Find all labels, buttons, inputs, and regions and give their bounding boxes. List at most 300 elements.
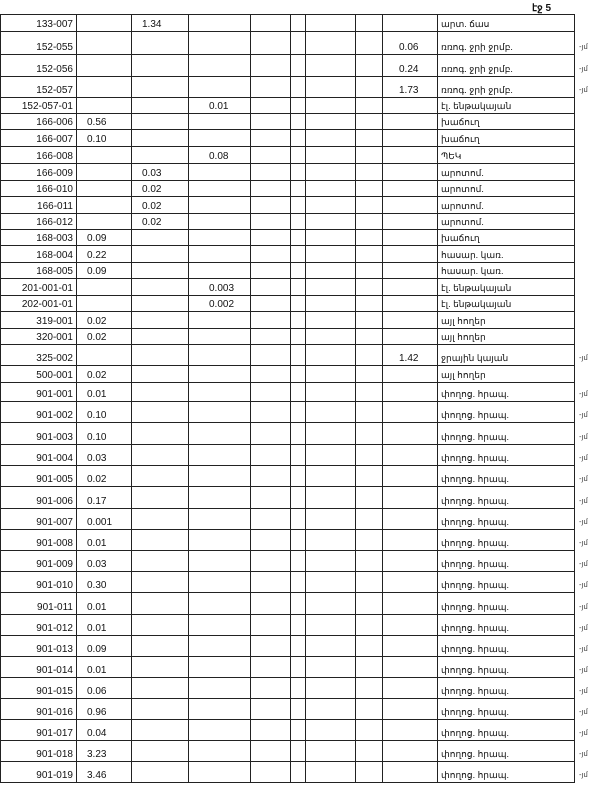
empty-cell	[291, 32, 306, 55]
empty-cell	[251, 530, 291, 551]
parcel-code: 901-006	[1, 487, 77, 509]
table-row	[1, 345, 575, 366]
area-value-col4	[189, 466, 251, 487]
area-value-col2: 0.03	[77, 445, 132, 466]
area-value-col2: 0.22	[77, 246, 132, 263]
parcel-code: 901-011	[1, 593, 77, 615]
area-value-col4	[189, 423, 251, 445]
area-value-col6: 0.06	[383, 32, 438, 55]
table-row	[1, 445, 575, 466]
empty-cell	[356, 366, 383, 383]
parcel-code: 152-055	[1, 32, 77, 55]
parcel-code: 166-006	[1, 114, 77, 130]
parcel-code: 166-012	[1, 214, 77, 230]
area-value-col3	[132, 98, 189, 114]
empty-cell	[306, 423, 356, 445]
area-value-col3	[132, 329, 189, 345]
land-use-description: փողոց. հրապ.	[438, 720, 575, 741]
empty-cell	[306, 487, 356, 509]
area-value-col3	[132, 55, 189, 77]
area-value-col6	[383, 15, 438, 32]
table-row	[1, 296, 575, 312]
empty-cell	[251, 509, 291, 530]
empty-cell	[356, 678, 383, 699]
empty-cell	[356, 98, 383, 114]
empty-cell	[356, 77, 383, 98]
area-value-col4	[189, 15, 251, 32]
parcel-code: 166-011	[1, 197, 77, 214]
empty-cell	[356, 636, 383, 657]
area-value-col4	[189, 636, 251, 657]
area-value-col3	[132, 509, 189, 530]
area-value-col4: 0.002	[189, 296, 251, 312]
area-value-col4	[189, 130, 251, 147]
empty-cell	[306, 15, 356, 32]
empty-cell	[291, 230, 306, 246]
land-use-description: ՊԵԿ	[438, 147, 575, 164]
area-value-col2: 0.04	[77, 720, 132, 741]
margin-mark: -յմ	[579, 708, 588, 716]
table-row	[1, 164, 575, 181]
empty-cell	[306, 636, 356, 657]
empty-cell	[306, 197, 356, 214]
area-value-col3: 0.03	[132, 164, 189, 181]
empty-cell	[251, 147, 291, 164]
table-row	[1, 279, 575, 296]
table-row	[1, 530, 575, 551]
parcel-code: 500-001	[1, 366, 77, 383]
empty-cell	[356, 762, 383, 783]
empty-cell	[306, 572, 356, 593]
table-row	[1, 402, 575, 423]
area-value-col4	[189, 263, 251, 279]
empty-cell	[251, 329, 291, 345]
table-row	[1, 678, 575, 699]
empty-cell	[306, 114, 356, 130]
empty-cell	[306, 181, 356, 197]
empty-cell	[251, 77, 291, 98]
empty-cell	[251, 551, 291, 572]
area-value-col2: 0.09	[77, 636, 132, 657]
margin-mark: -յմ	[579, 581, 588, 589]
area-value-col3	[132, 263, 189, 279]
land-use-description: փողոց. հրապ.	[438, 699, 575, 720]
area-value-col6	[383, 130, 438, 147]
empty-cell	[356, 296, 383, 312]
parcel-code: 901-019	[1, 762, 77, 783]
empty-cell	[291, 98, 306, 114]
land-use-description: խաճուղ	[438, 130, 575, 147]
area-value-col4	[189, 246, 251, 263]
empty-cell	[291, 214, 306, 230]
parcel-code: 152-057-01	[1, 98, 77, 114]
parcel-code: 901-005	[1, 466, 77, 487]
area-value-col3: 0.02	[132, 214, 189, 230]
area-value-col6	[383, 147, 438, 164]
area-value-col2	[77, 32, 132, 55]
area-value-col4	[189, 615, 251, 636]
area-value-col2: 0.01	[77, 383, 132, 402]
area-value-col6	[383, 263, 438, 279]
margin-mark: -յմ	[579, 518, 588, 526]
area-value-col4	[189, 445, 251, 466]
area-value-col2: 0.001	[77, 509, 132, 530]
parcel-code: 152-056	[1, 55, 77, 77]
parcel-code: 901-013	[1, 636, 77, 657]
empty-cell	[356, 55, 383, 77]
table-row	[1, 77, 575, 98]
table-row	[1, 197, 575, 214]
empty-cell	[291, 312, 306, 329]
margin-mark: -յմ	[579, 411, 588, 419]
table-row	[1, 466, 575, 487]
empty-cell	[356, 657, 383, 678]
area-value-col6	[383, 445, 438, 466]
land-use-description: արոտոմ.	[438, 197, 575, 214]
area-value-col4	[189, 312, 251, 329]
empty-cell	[291, 762, 306, 783]
empty-cell	[306, 164, 356, 181]
empty-cell	[251, 246, 291, 263]
land-use-description: փողոց. հրապ.	[438, 741, 575, 762]
area-value-col6	[383, 197, 438, 214]
area-value-col4	[189, 593, 251, 615]
area-value-col3	[132, 114, 189, 130]
margin-mark: -յմ	[579, 645, 588, 653]
area-value-col4	[189, 678, 251, 699]
table-row	[1, 147, 575, 164]
empty-cell	[291, 509, 306, 530]
empty-cell	[251, 197, 291, 214]
empty-cell	[291, 147, 306, 164]
table-row	[1, 615, 575, 636]
area-value-col4	[189, 230, 251, 246]
land-use-description: արոտոմ.	[438, 181, 575, 197]
empty-cell	[291, 402, 306, 423]
parcel-code: 901-010	[1, 572, 77, 593]
empty-cell	[291, 530, 306, 551]
area-value-col2	[77, 55, 132, 77]
area-value-col4	[189, 487, 251, 509]
area-value-col2: 0.02	[77, 466, 132, 487]
parcel-code: 325-002	[1, 345, 77, 366]
empty-cell	[306, 445, 356, 466]
empty-cell	[251, 15, 291, 32]
area-value-col3: 1.34	[132, 15, 189, 32]
area-value-col3	[132, 699, 189, 720]
empty-cell	[356, 593, 383, 615]
parcel-code: 168-005	[1, 263, 77, 279]
empty-cell	[291, 246, 306, 263]
area-value-col2: 0.09	[77, 263, 132, 279]
area-value-col3: 0.02	[132, 197, 189, 214]
area-value-col6: 1.73	[383, 77, 438, 98]
parcel-code: 168-004	[1, 246, 77, 263]
margin-mark: -յմ	[579, 624, 588, 632]
land-use-description: փողոց. հրապ.	[438, 383, 575, 402]
land-use-description: փողոց. հրապ.	[438, 402, 575, 423]
parcel-code: 152-057	[1, 77, 77, 98]
margin-mark: -յմ	[579, 687, 588, 695]
land-use-description: այլ հողեր	[438, 312, 575, 329]
area-value-col2: 0.96	[77, 699, 132, 720]
area-value-col3	[132, 572, 189, 593]
empty-cell	[251, 279, 291, 296]
empty-cell	[306, 509, 356, 530]
area-value-col6	[383, 572, 438, 593]
parcel-code: 901-002	[1, 402, 77, 423]
empty-cell	[306, 329, 356, 345]
area-value-col2	[77, 15, 132, 32]
empty-cell	[356, 230, 383, 246]
parcel-code: 901-018	[1, 741, 77, 762]
empty-cell	[291, 263, 306, 279]
empty-cell	[306, 345, 356, 366]
area-value-col2: 0.17	[77, 487, 132, 509]
empty-cell	[251, 114, 291, 130]
empty-cell	[291, 423, 306, 445]
table-row	[1, 32, 575, 55]
table-row	[1, 383, 575, 402]
area-value-col6	[383, 296, 438, 312]
land-use-description: ռռոգ. ջրի ջրմբ.	[438, 32, 575, 55]
margin-mark: -յմ	[579, 603, 588, 611]
area-value-col4	[189, 114, 251, 130]
area-value-col6	[383, 114, 438, 130]
empty-cell	[251, 263, 291, 279]
empty-cell	[291, 551, 306, 572]
parcel-code: 901-009	[1, 551, 77, 572]
empty-cell	[306, 296, 356, 312]
table-row	[1, 130, 575, 147]
empty-cell	[356, 741, 383, 762]
empty-cell	[356, 147, 383, 164]
land-use-description: էլ. ենթակայան	[438, 296, 575, 312]
empty-cell	[306, 263, 356, 279]
table-row	[1, 762, 575, 783]
area-value-col3	[132, 678, 189, 699]
empty-cell	[291, 366, 306, 383]
table-row	[1, 15, 575, 32]
empty-cell	[356, 615, 383, 636]
area-value-col4	[189, 197, 251, 214]
empty-cell	[251, 423, 291, 445]
area-value-col2	[77, 77, 132, 98]
empty-cell	[291, 279, 306, 296]
empty-cell	[291, 445, 306, 466]
parcel-code: 166-007	[1, 130, 77, 147]
parcel-code: 901-001	[1, 383, 77, 402]
land-use-description: փողոց. հրապ.	[438, 636, 575, 657]
parcel-code: 901-008	[1, 530, 77, 551]
area-value-col4	[189, 55, 251, 77]
parcel-code: 202-001-01	[1, 296, 77, 312]
area-value-col6	[383, 329, 438, 345]
empty-cell	[306, 762, 356, 783]
parcel-code: 901-015	[1, 678, 77, 699]
empty-cell	[291, 15, 306, 32]
empty-cell	[251, 720, 291, 741]
area-value-col2: 0.01	[77, 615, 132, 636]
area-value-col4	[189, 77, 251, 98]
land-use-description: խաճուղ	[438, 114, 575, 130]
empty-cell	[291, 699, 306, 720]
area-value-col3	[132, 279, 189, 296]
land-use-description: հասար. կառ.	[438, 263, 575, 279]
area-value-col2	[77, 181, 132, 197]
parcel-code: 166-008	[1, 147, 77, 164]
table-row	[1, 720, 575, 741]
land-use-description: փողոց. հրապ.	[438, 615, 575, 636]
area-value-col6	[383, 98, 438, 114]
empty-cell	[251, 657, 291, 678]
land-use-description: փողոց. հրապ.	[438, 762, 575, 783]
margin-mark: -յմ	[579, 43, 588, 51]
parcel-code: 319-001	[1, 312, 77, 329]
area-value-col2	[77, 279, 132, 296]
empty-cell	[356, 551, 383, 572]
empty-cell	[291, 572, 306, 593]
area-value-col2	[77, 98, 132, 114]
area-value-col3	[132, 366, 189, 383]
empty-cell	[291, 466, 306, 487]
area-value-col6	[383, 487, 438, 509]
empty-cell	[356, 197, 383, 214]
empty-cell	[306, 32, 356, 55]
empty-cell	[291, 741, 306, 762]
empty-cell	[356, 572, 383, 593]
area-value-col3	[132, 720, 189, 741]
area-value-col2: 0.10	[77, 402, 132, 423]
area-value-col2: 0.09	[77, 230, 132, 246]
table-row	[1, 593, 575, 615]
table-row	[1, 699, 575, 720]
area-value-col3	[132, 741, 189, 762]
parcel-code: 133-007	[1, 15, 77, 32]
empty-cell	[356, 487, 383, 509]
empty-cell	[291, 615, 306, 636]
area-value-col4	[189, 164, 251, 181]
empty-cell	[251, 312, 291, 329]
area-value-col6	[383, 312, 438, 329]
empty-cell	[251, 130, 291, 147]
area-value-col3	[132, 551, 189, 572]
area-value-col6	[383, 214, 438, 230]
margin-mark: -յմ	[579, 86, 588, 94]
land-use-description: արոտոմ.	[438, 164, 575, 181]
area-value-col6	[383, 181, 438, 197]
area-value-col6	[383, 423, 438, 445]
area-value-col2	[77, 197, 132, 214]
parcel-code: 901-004	[1, 445, 77, 466]
area-value-col4	[189, 345, 251, 366]
land-use-description: արտ. ճաս	[438, 15, 575, 32]
parcel-code: 168-003	[1, 230, 77, 246]
margin-mark: -յմ	[579, 454, 588, 462]
empty-cell	[306, 214, 356, 230]
area-value-col6	[383, 741, 438, 762]
empty-cell	[251, 487, 291, 509]
page-number: էջ 5	[532, 3, 552, 14]
empty-cell	[291, 164, 306, 181]
empty-cell	[306, 551, 356, 572]
empty-cell	[306, 55, 356, 77]
empty-cell	[251, 762, 291, 783]
margin-mark: -յմ	[579, 729, 588, 737]
area-value-col2: 0.02	[77, 366, 132, 383]
empty-cell	[306, 466, 356, 487]
margin-mark: -յմ	[579, 750, 588, 758]
area-value-col3	[132, 246, 189, 263]
empty-cell	[306, 246, 356, 263]
margin-mark: -յմ	[579, 771, 588, 779]
table-row	[1, 572, 575, 593]
table-row	[1, 509, 575, 530]
area-value-col6	[383, 699, 438, 720]
area-value-col4: 0.01	[189, 98, 251, 114]
table-row	[1, 366, 575, 383]
area-value-col6	[383, 279, 438, 296]
empty-cell	[251, 383, 291, 402]
empty-cell	[356, 32, 383, 55]
area-value-col4	[189, 762, 251, 783]
area-value-col2	[77, 214, 132, 230]
area-value-col3	[132, 423, 189, 445]
empty-cell	[251, 366, 291, 383]
empty-cell	[291, 678, 306, 699]
area-value-col6: 1.42	[383, 345, 438, 366]
empty-cell	[356, 164, 383, 181]
parcel-code: 320-001	[1, 329, 77, 345]
land-use-description: փողոց. հրապ.	[438, 530, 575, 551]
area-value-col6	[383, 466, 438, 487]
margin-mark: -յմ	[579, 497, 588, 505]
empty-cell	[306, 77, 356, 98]
empty-cell	[291, 114, 306, 130]
empty-cell	[291, 636, 306, 657]
empty-cell	[291, 657, 306, 678]
empty-cell	[306, 657, 356, 678]
empty-cell	[356, 279, 383, 296]
area-value-col4	[189, 402, 251, 423]
area-value-col4	[189, 366, 251, 383]
land-use-description: ռռոգ. ջրի ջրմբ.	[438, 77, 575, 98]
margin-mark: -յմ	[579, 666, 588, 674]
area-value-col3	[132, 230, 189, 246]
area-value-col6	[383, 509, 438, 530]
empty-cell	[356, 15, 383, 32]
empty-cell	[356, 181, 383, 197]
area-value-col3	[132, 615, 189, 636]
parcel-code: 901-007	[1, 509, 77, 530]
area-value-col4	[189, 530, 251, 551]
area-value-col4	[189, 741, 251, 762]
area-value-col4	[189, 699, 251, 720]
area-value-col4	[189, 720, 251, 741]
empty-cell	[306, 699, 356, 720]
empty-cell	[306, 383, 356, 402]
land-use-description: փողոց. հրապ.	[438, 678, 575, 699]
area-value-col6	[383, 230, 438, 246]
empty-cell	[291, 55, 306, 77]
empty-cell	[356, 423, 383, 445]
table-row	[1, 423, 575, 445]
table-row	[1, 487, 575, 509]
empty-cell	[291, 197, 306, 214]
land-use-description: հասար. կառ.	[438, 246, 575, 263]
empty-cell	[251, 181, 291, 197]
empty-cell	[306, 678, 356, 699]
